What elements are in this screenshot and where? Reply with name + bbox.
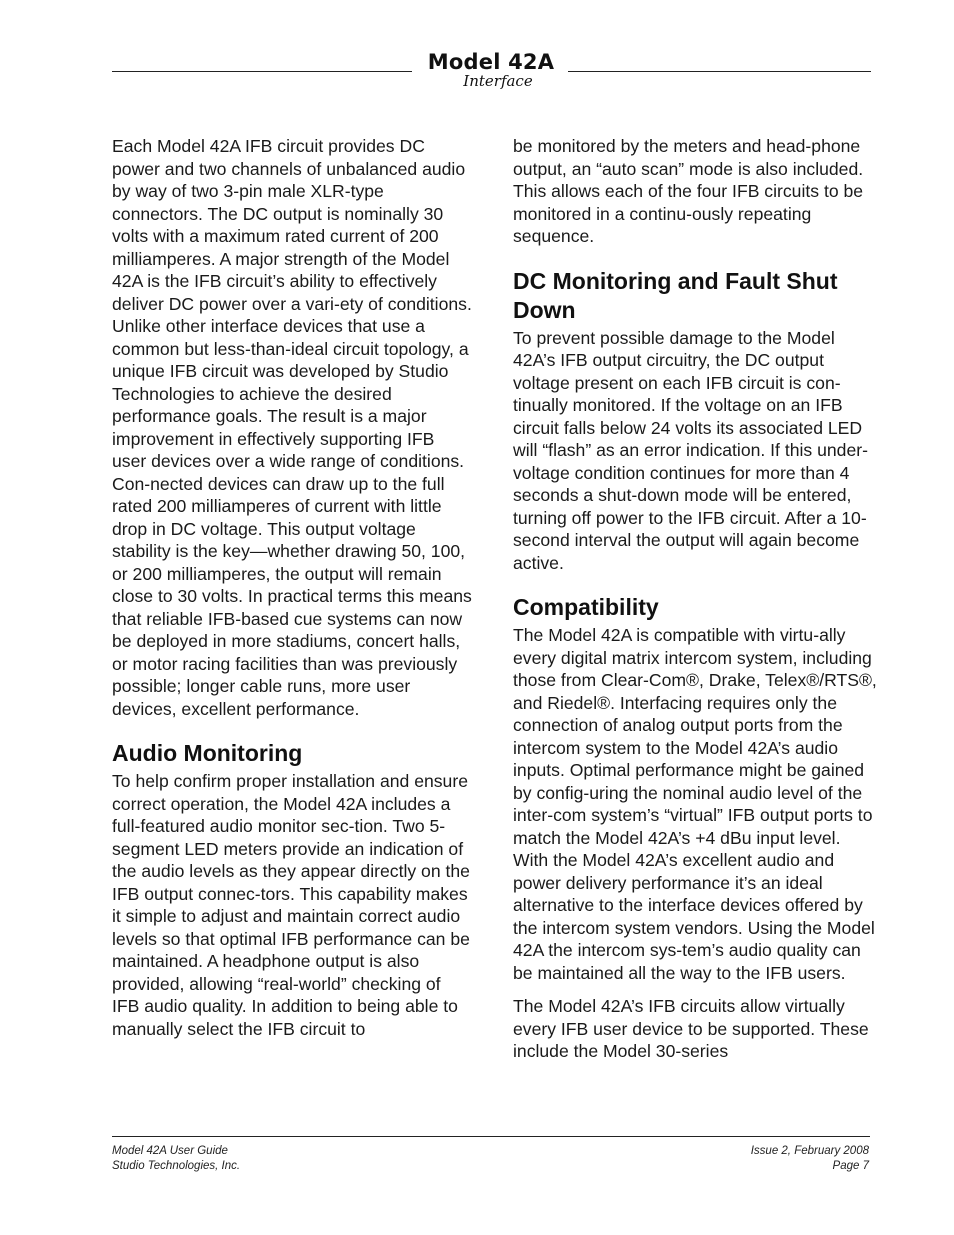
- compatibility-paragraph: The Model 42A is compatible with virtu-ally every digital matrix intercom system, including those from Clear-Com®, Drake, Telex®/RTS®, and Riedel®. Interfacing requires only the connection of analog output ports from the intercom system to the Model 42A’s audio inputs. Optimal performance might be gained by config-uring the nominal audio level of the inter-com system’s “virtual” IFB output ports to match the Model 42A’s +4 dBu input level. With the Model 42A’s excellent audio and power delivery performance it’s an ideal alternative to the interface devices offered by the intercom system vendors. Using the Model 42A the intercom sys-tem’s audio quality can be maintained all the way to the IFB users.: [513, 625, 877, 983]
- audio-monitoring-paragraph: To help confirm proper installation and ensure correct operation, the Model 42A includes a full-featured audio monitor sec-tion. Two 5-segment LED meters provide an indication of the audio levels as they appear directly on the IFB output connec-tors. This capability makes it simple to adjust and maintain correct audio levels so that optimal IFB performance can be maintained. A headphone output is also provided, allowing “real-world” checking of IFB audio quality. In addition to being able to manually select the IFB circuit to: [112, 771, 470, 1039]
- dc-monitoring-paragraph: To prevent possible damage to the Model 42A’s IFB output circuitry, the DC output voltage present on each IFB circuit is con-tinually monitored. If the voltage on an IFB circuit falls below 24 volts its associated LED will “flash” as an error indication. If this under-voltage condition continues for more than 4 seconds a shut-down mode will be entered, turning off power to the IFB circuit. After a 10-second interval the output will again become active.: [513, 327, 868, 573]
- footer-company: Studio Technologies, Inc.: [112, 1160, 241, 1172]
- audio-monitoring-heading: Audio Monitoring: [112, 740, 303, 766]
- footer-left: [112, 1144, 240, 1174]
- audio-monitoring-continued: be monitored by the meters and head-phone output, an “auto scan” mode is also included. This allows each of the four IFB circuits to be monitored in a continu-ously repeating sequence.: [513, 136, 864, 246]
- intro-paragraph: Each Model 42A IFB circuit provides DC power and two channels of unbalanced audio by way of two 3-pin male XLR-type connectors. The DC output is nominally 30 volts with a maximum rated current of 200 milliamperes. A major strength of the Model 42A is the IFB circuit’s ability to effectively deliver DC power over a vari-ety of conditions. Unlike other interface devices that use a common but less-than-ideal circuit topology, a unique IFB circuit was developed by Studio Technologies to achieve the desired performance goals. The result is a major improvement in effectively supporting IFB user devices over a wide range of conditions. Con-nected devices can draw up to the full rated 200 milliamperes of current with little drop in DC voltage. This output voltage stability is the key—whether drawing 50, 100, or 200 milliamperes, the output will remain close to 30 volts. In practical terms this means that reliable IFB-based cue systems can now be deployed in more stadiums, concert halls, or motor racing facilities than was previously possible; longer cable runs, more user devices, excellent performance.: [112, 136, 472, 719]
- footer-page-number: Page 7: [832, 1160, 869, 1172]
- compatibility-paragraph-2: The Model 42A’s IFB circuits allow virtually every IFB user device to be supported. These include the Model 30-series: [513, 996, 869, 1061]
- right-column: [513, 135, 878, 1063]
- header-rule-right: [568, 71, 871, 72]
- footer-rule: [112, 1136, 870, 1137]
- footer-right: [751, 1144, 869, 1174]
- logo-subtitle: Interface: [463, 72, 533, 90]
- dc-monitoring-heading: DC Monitoring and Fault Shut Down: [513, 267, 838, 323]
- header-rule-left: [112, 71, 412, 72]
- logo-product-name: Model 42A: [427, 50, 555, 74]
- left-column: [112, 135, 472, 1040]
- footer-issue: Issue 2, February 2008: [750, 1145, 869, 1157]
- product-logo: [418, 50, 564, 88]
- compatibility-heading: Compatibility: [513, 594, 659, 620]
- footer-doc-title: Model 42A User Guide: [112, 1145, 228, 1157]
